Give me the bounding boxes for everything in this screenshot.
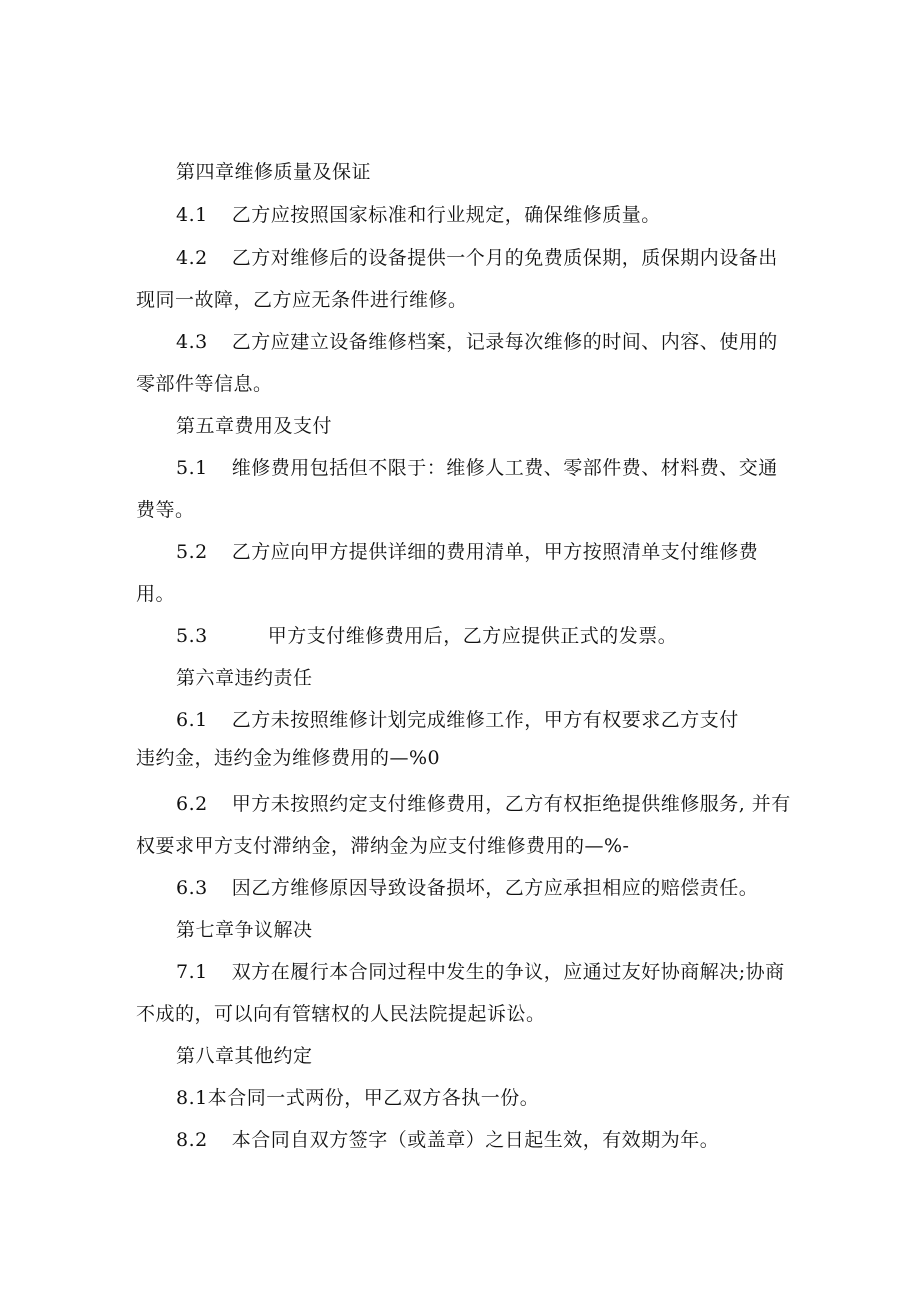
chapter-6-heading: 第六章违约责任 (176, 667, 313, 689)
clause-5-2 (176, 540, 758, 564)
clause-7-1-continuation: 不成的，可以向有管辖权的人民法院提起诉讼。 (136, 1003, 546, 1025)
clause-4-3 (176, 330, 778, 354)
clause-4-2 (176, 246, 778, 270)
clause-4-3-continuation: 零部件等信息。 (136, 373, 273, 395)
clause-7-1 (176, 960, 785, 984)
clause-number: 4.2 (176, 247, 208, 269)
clause-5-2-continuation: 用。 (136, 583, 176, 605)
clause-6-1-continuation: 违约金，违约金为维修费用的—%0 (136, 747, 441, 769)
chapter-8-heading: 第八章其他约定 (176, 1045, 313, 1067)
clause-text: 因乙方维修原因导致设备损坏，乙方应承担相应的赔偿责任。 (231, 877, 759, 899)
clause-text: 甲方未按照约定支付维修费用，乙方有权拒绝提供维修服务, 并有 (231, 793, 791, 815)
clause-6-1 (176, 708, 739, 732)
clause-number: 5.1 (176, 457, 208, 479)
clause-number: 6.2 (176, 793, 208, 815)
clause-text: 双方在履行本合同过程中发生的争议，应通过友好协商解决;协商 (231, 961, 785, 983)
clause-text: 乙方应向甲方提供详细的费用清单，甲方按照清单支付维修费 (231, 541, 759, 563)
clause-6-2-continuation: 权要求甲方支付滞纳金，滞纳金为应支付维修费用的—%- (136, 835, 630, 857)
clause-4-2-continuation: 现同一故障，乙方应无条件进行维修。 (136, 289, 468, 311)
clause-text: 本合同自双方签字（或盖章）之日起生效，有效期为年。 (231, 1129, 720, 1151)
clause-text: 乙方未按照维修计划完成维修工作，甲方有权要求乙方支付 (231, 709, 739, 731)
clause-text: 甲方支付维修费用后，乙方应提供正式的发票。 (267, 625, 678, 647)
clause-6-3 (176, 876, 758, 900)
clause-number: 7.1 (176, 961, 208, 983)
chapter-4-heading: 第四章维修质量及保证 (176, 161, 372, 183)
clause-5-3 (176, 624, 677, 648)
clause-number: 5.3 (176, 625, 208, 647)
clause-number: 6.3 (176, 877, 208, 899)
clause-text: 乙方应按照国家标准和行业规定，确保维修质量。 (231, 204, 661, 226)
clause-8-1: 8.1本合同一式两份，甲乙双方各执一份。 (176, 1087, 540, 1109)
clause-text: 乙方对维修后的设备提供一个月的免费质保期，质保期内设备出 (231, 247, 778, 269)
clause-text: 乙方应建立设备维修档案，记录每次维修的时间、内容、使用的 (231, 331, 778, 353)
clause-5-1-continuation: 费等。 (136, 499, 195, 521)
clause-number: 4.3 (176, 331, 208, 353)
clause-8-2 (176, 1128, 719, 1152)
clause-4-1 (176, 203, 661, 227)
clause-5-1 (176, 456, 778, 480)
clause-number: 4.1 (176, 204, 208, 226)
clause-number: 8.2 (176, 1129, 208, 1151)
chapter-5-heading: 第五章费用及支付 (176, 415, 333, 437)
clause-text: 维修费用包括但不限于：维修人工费、零部件费、材料费、交通 (231, 457, 778, 479)
chapter-7-heading: 第七章争议解决 (176, 919, 313, 941)
clause-6-2 (176, 792, 791, 816)
clause-number: 5.2 (176, 541, 208, 563)
clause-number: 6.1 (176, 709, 208, 731)
